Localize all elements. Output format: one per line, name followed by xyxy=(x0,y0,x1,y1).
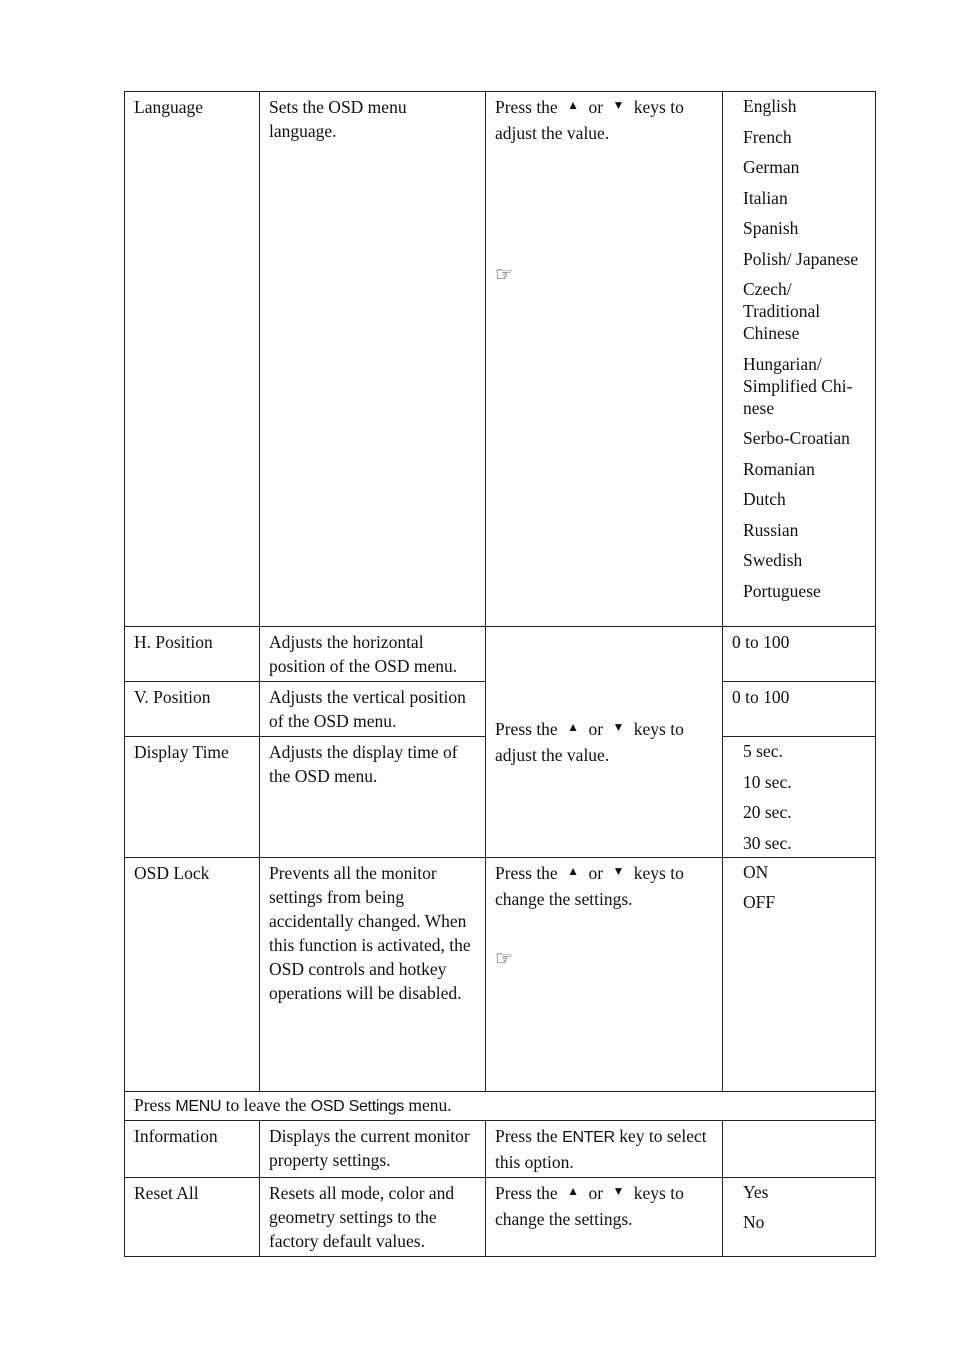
option-value: Swedish xyxy=(743,550,803,570)
option-value: 20 sec. xyxy=(743,802,792,822)
item-options xyxy=(723,92,876,627)
operation-text: key to select this option. xyxy=(495,1125,707,1172)
operation-text: or xyxy=(588,862,604,883)
item-description: Adjusts the vertical position of the OSD menu. xyxy=(260,682,486,737)
note-text: menu. xyxy=(408,1094,452,1115)
item-operation xyxy=(486,857,723,1091)
option-value: German xyxy=(743,157,800,177)
osd-settings-label: OSD Settings xyxy=(310,1097,404,1115)
table-row-information xyxy=(125,1120,876,1177)
item-description: Prevents all the monitor settings from being accidentally changed. When this function is activated, the OSD controls and hotkey operations will be disabled. xyxy=(260,857,486,1091)
osd-settings-table xyxy=(124,91,876,1257)
option-value: Spanish xyxy=(743,218,799,238)
option-value: English xyxy=(743,96,797,116)
item-options xyxy=(723,857,876,1091)
item-options xyxy=(723,1177,876,1256)
item-description: Adjusts the horizontal position of the OSD menu. xyxy=(260,627,486,682)
table-row-h-position xyxy=(125,627,876,682)
operation-text: or xyxy=(588,97,604,117)
item-name: Reset All xyxy=(125,1177,260,1256)
item-operation xyxy=(486,92,723,627)
item-name: H. Position xyxy=(125,627,260,682)
option-value: Yes xyxy=(743,1181,769,1202)
up-triangle-icon: ▲ xyxy=(567,863,580,878)
option-value: 5 sec. xyxy=(743,741,783,761)
item-name: Information xyxy=(125,1120,260,1177)
option-value: No xyxy=(743,1212,765,1232)
item-operation xyxy=(486,627,723,858)
up-triangle-icon: ▲ xyxy=(567,1183,580,1198)
option-value: 10 sec. xyxy=(743,771,792,792)
table-row-reset-all xyxy=(125,1177,876,1256)
option-value: Dutch xyxy=(743,489,786,509)
item-range: 0 to 100 xyxy=(723,627,876,682)
operation-text: keys to adjust the value. xyxy=(495,718,684,765)
option-value: Russian xyxy=(743,519,799,540)
menu-key: MENU xyxy=(175,1097,222,1115)
item-name: Display Time xyxy=(125,737,260,858)
item-name: OSD Lock xyxy=(125,857,260,1091)
up-triangle-icon: ▲ xyxy=(567,98,580,112)
operation-text: keys to change the settings. xyxy=(495,1182,684,1229)
item-description: Displays the current monitor property settings. xyxy=(260,1120,486,1177)
option-value: 30 sec. xyxy=(743,832,792,853)
down-triangle-icon: ▼ xyxy=(612,863,625,878)
operation-text: Press the xyxy=(495,97,558,117)
operation-text: or xyxy=(588,1182,604,1203)
option-value: Serbo-Croatian xyxy=(743,428,850,448)
item-description: Resets all mode, color and geometry settings to the factory default values. xyxy=(260,1177,486,1256)
option-value: OFF xyxy=(743,892,776,912)
table-row-leave-note xyxy=(125,1091,876,1120)
option-value: Czech/ Traditional Chinese xyxy=(743,279,821,343)
down-triangle-icon: ▼ xyxy=(612,719,625,734)
item-name: Language xyxy=(125,92,260,627)
up-triangle-icon: ▲ xyxy=(567,719,580,734)
operation-text: keys to adjust the value. xyxy=(495,97,684,143)
item-range: 0 to 100 xyxy=(723,682,876,737)
option-value: Portuguese xyxy=(743,580,821,601)
operation-text: Press the xyxy=(495,1125,558,1146)
pointing-hand-icon: ☞ xyxy=(495,264,513,286)
table-row-osd-lock xyxy=(125,857,876,1091)
option-value: ON xyxy=(743,861,769,882)
item-options xyxy=(723,737,876,858)
option-value: Romanian xyxy=(743,458,815,479)
item-description: Adjusts the display time of the OSD menu. xyxy=(260,737,486,858)
item-options xyxy=(723,1120,876,1177)
pointing-hand-icon: ☞ xyxy=(495,947,513,970)
item-description: Sets the OSD menu language. xyxy=(260,92,486,627)
table-row-language xyxy=(125,92,876,627)
enter-key: ENTER xyxy=(562,1128,615,1146)
option-value: Hungarian/ Simplified Chi-nese xyxy=(743,353,853,418)
operation-text: Press the xyxy=(495,1182,558,1203)
note-text: to leave the xyxy=(225,1094,307,1115)
item-operation xyxy=(486,1177,723,1256)
leave-menu-note xyxy=(125,1091,876,1120)
operation-text: or xyxy=(588,718,604,739)
item-name: V. Position xyxy=(125,682,260,737)
note-text: Press xyxy=(134,1094,171,1115)
down-triangle-icon: ▼ xyxy=(612,1183,625,1198)
item-operation xyxy=(486,1120,723,1177)
operation-text: Press the xyxy=(495,718,558,739)
operation-text: keys to change the settings. xyxy=(495,862,684,909)
option-value: Polish/ Japanese xyxy=(743,248,859,269)
down-triangle-icon: ▼ xyxy=(612,98,625,112)
operation-text: Press the xyxy=(495,862,558,883)
option-value: Italian xyxy=(743,187,788,208)
option-value: French xyxy=(743,126,792,147)
